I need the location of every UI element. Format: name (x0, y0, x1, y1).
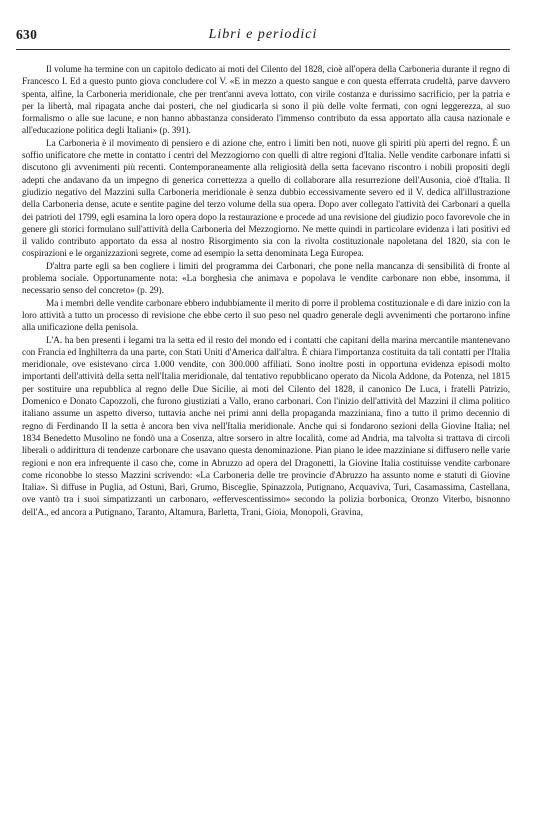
paragraph: Il volume ha termine con un capitolo dedicato ai moti del Cilento del 1828, cioè all'opera della Carboneria durante il regno di Francesco I. Ed a questo punto giova concludere col V. «E in mezzo a questo sangue e con questa efferrata crudeltà, parve davvero spenta, alfine, la Carboneria meridionale, che per trent'anni aveva lottato, con virile costanza e durissimo sacrificio, per la patria e per la libertà, mal ripagata anche dai posteri, che nel giudicarla si sono il più delle volte fermati, con ogni leggerezza, al suo formalismo o alle sue lacune, e non hanno abbastanza considerato l'immenso contributo da essa apportato alla causa nazionale e all'educazione politica degli Italiani» (p. 391). (22, 65, 510, 137)
paragraph: La Carboneria è il movimento di pensiero e di azione che, entro i limiti ben noti, nuove gli spiriti più aperti del regno. È un soffio unificatore che mette in contatto i centri del Mezzogiorno con quelli di altre regioni d'Italia. Nelle vendite carbonare infatti si discutono gli avvenimenti più recenti. Contemporaneamente alla religiosità della setta facevano riscontro i nobili propositi degli adepti che andavano da un impegno di generica correttezza a quello di collaborare alla resurrezione dell'Ausonia, cioè d'Italia. Il giudizio negativo del Mazzini sulla Carboneria meridionale è senza dubbio eccessivamente severo ed il V. dedica all'illustrazione della Carboneria dense, acute e sentite pagine del terzo volume della sua opera. Dopo aver collegato l'attività dei Carbonari a quella dei patrioti del 1799, egli esamina la loro opera dopo la restaurazione e procede ad una revisione del giudizio poco favorevole che in genere gli storici formulano sull'attività della Carboneria del Mezzogiorno. Ne mette quindi in particolare evidenza i lati positivi ed il valido contributo apportato da essa al nostro Risorgimento sia con la rivolta costituzionale napoletana del 1820, sia con le cospirazioni e le organizzazioni segrete, come ad esempio la setta denominata Lega Europea. (22, 138, 510, 260)
running-title: Libri e periodici (208, 27, 318, 42)
page-header (16, 27, 510, 50)
page-number: 630 (16, 27, 38, 42)
body-text (22, 64, 510, 519)
paragraph: Ma i membri delle vendite carbonare ebbero indubbiamente il merito di porre il problema costituzionale e di dare inizio con la loro attività a tutto un processo di revisione che ebbe certo il suo peso nel quadro generale degli avvenimenti che portarono infine alla unificazione della penisola. (22, 298, 510, 334)
paragraph: D'altra parte egli sa ben cogliere i limiti del programma dei Carbonari, che pone nella mancanza di sensibilità di fronte al problema sociale. Opportunamente nota: «La borghesia che animava e popolava le vendite carbonare non ebbe, insomma, il necessario senso del concreto» (p. 29). (22, 261, 510, 297)
paragraph: L'A. ha ben presenti i legami tra la setta ed il resto del mondo ed i contatti che capitani della marina mercantile mantenevano con Francia ed Inghilterra da una parte, con Stati Uniti d'America dall'altra. È chiara l'importanza costituita da tali contatti per l'Italia meridionale, ove esistevano circa 1.000 vendite, con 300.000 affiliati. Sono inoltre posti in opportuna evidenza episodi molto importanti dell'attività della setta nell'Italia meridionale, dal tentativo repubblicano operato da Nicola Addone, da Potenza, nel 1815 per sostituire una repubblica al regno delle Due Sicilie, ai moti del Cilento del 1828, il canonico De Luca, i fratelli Patrizio, Domenico e Donato Capozzoli, che furono giustiziati a Vallo, erano carbonari. Con l'inizio dell'attività del Mazzini il clima politico italiano assume un aspetto diverso, tuttavia anche nei primi anni della propaganda mazziniana, fino a tutto il primo decennio di regno di Ferdinando II la setta è ancora ben viva nell'Italia meridionale. Anche qui si fondarono sezioni della Giovine Italia; nel 1834 Benedetto Musolino ne fondò una a Cosenza, altre sorsero in altre località, come ad Andria, ma talvolta si trattava di circoli liberali o addirittura di tendenze carbonare che usavano questa denominazione. Pian piano le idee mazziniane si diffusero nelle varie regioni e non era infrequente il caso che, come in Abruzzo ad opera del Dragonetti, la Giovine Italia costituisse vendite carbonare come riconobbe lo stesso Mazzini scrivendo: «La Carboneria delle tre provincie d'Abruzzo ha assunto nome e statuti di Giovine Italia». Si diffuse in Puglia, ad Ostuni, Bari, Grumo, Bisceglie, Spinazzola, Putignano, Acquaviva, Turi, Casamassima, Castellana, ove vantò tra i suoi simpatizzanti un carbonaro, «effervescentissimo» secondo la polizia borbonica, Oronzo Viterbo, bisnonno dell'A., ed ancora a Putignano, Taranto, Altamura, Barletta, Trani, Gioia, Monopoli, Gravina, (22, 335, 510, 518)
